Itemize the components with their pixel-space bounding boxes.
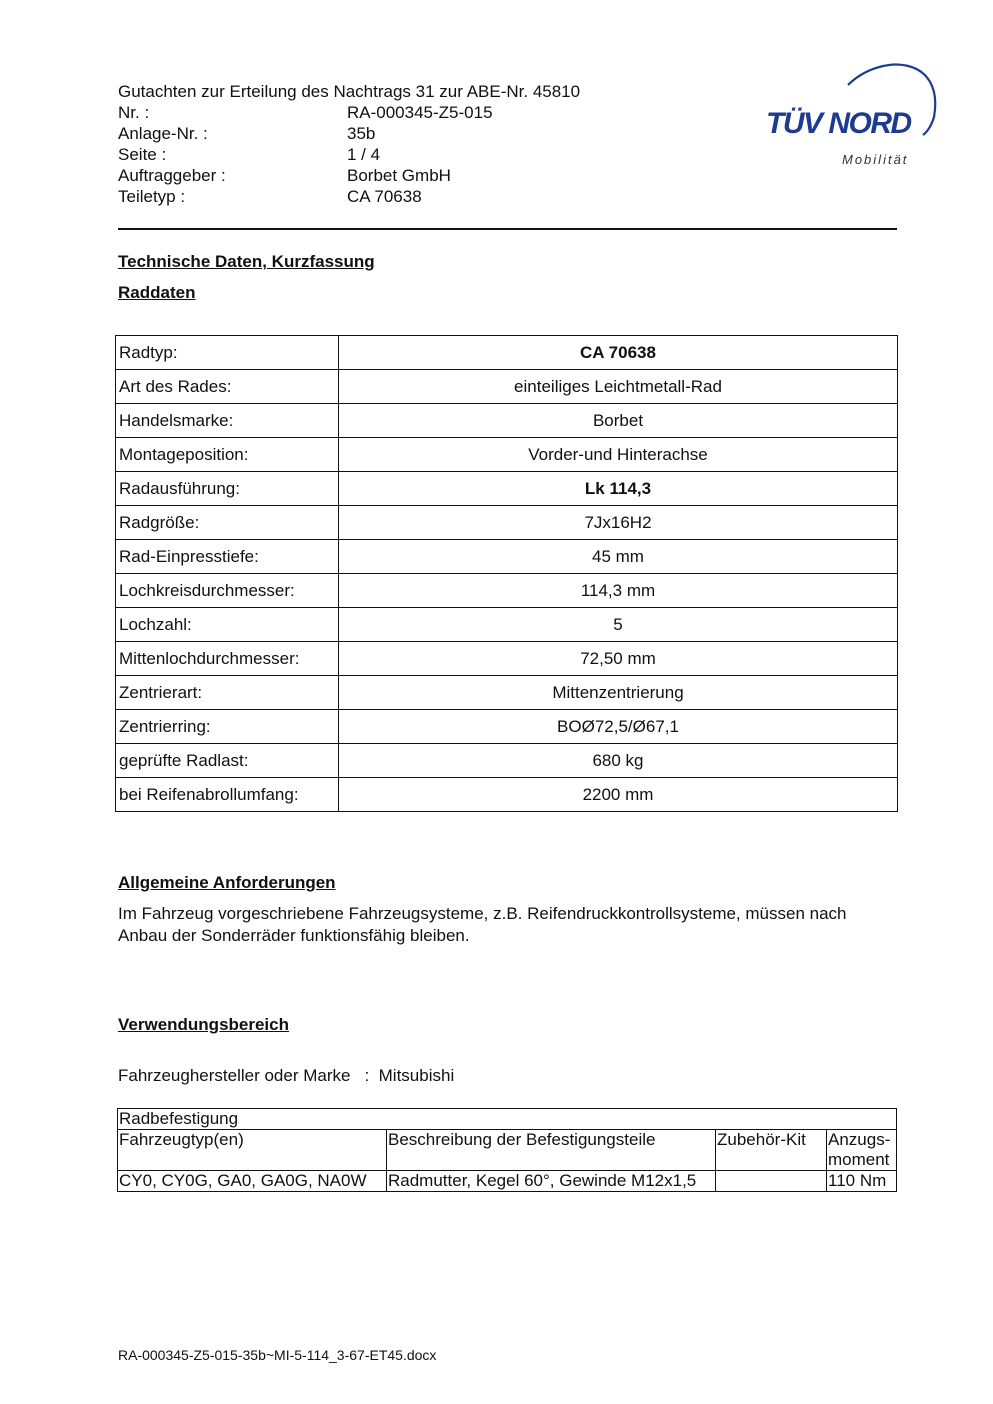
manufacturer-label: Fahrzeughersteller oder Marke [118,1066,351,1085]
column-header-vehicle-types: Fahrzeugtyp(en) [118,1130,387,1171]
header-divider [118,228,897,230]
tuev-nord-logo [760,55,940,175]
table-key: geprüfte Radlast: [116,744,339,778]
table-value: Mittenzentrierung [339,676,898,710]
header-value: 35b [347,124,376,143]
header-value: CA 70638 [347,187,422,206]
footer-filename: RA-000345-Z5-015-35b~MI-5-114_3-67-ET45.docx [118,1347,437,1363]
table-value: einteiliges Leichtmetall-Rad [339,370,898,404]
header-label: Auftraggeber : [118,166,226,185]
table-value: 2200 mm [339,778,898,812]
table-row [116,778,898,812]
table-row [116,710,898,744]
header-label: Seite : [118,145,167,164]
table-value: 45 mm [339,540,898,574]
table-row [116,438,898,472]
table-row [116,574,898,608]
manufacturer-line [118,1066,454,1086]
table-key: Zentrierart: [116,676,339,710]
table-value: CA 70638 [339,336,898,370]
table-caption-row [118,1109,897,1130]
table-row [116,744,898,778]
column-header-torque: Anzugs-moment [827,1130,897,1171]
table-row [116,370,898,404]
table-value: 72,50 mm [339,642,898,676]
mounting-table [117,1108,897,1192]
table-row [116,506,898,540]
header-label: Teiletyp : [118,187,186,206]
table-cell-torque: 110 Nm [827,1171,897,1192]
logo-brand-text: TÜV NORD [766,107,911,140]
table-key: Lochkreisdurchmesser: [116,574,339,608]
table-value: BOØ72,5/Ø67,1 [339,710,898,744]
wheel-data-table [115,335,898,812]
table-cell-vehicle-types: CY0, CY0G, GA0, GA0G, NA0W [118,1171,387,1192]
table-value: Borbet [339,404,898,438]
requirements-paragraph: Im Fahrzeug vorgeschriebene Fahrzeugsysteme, z.B. Reifendruckkontrollsysteme, müssen nach Anbau der Sonderräder funktionsfähig bleiben. [118,904,847,945]
section-heading-verwendung: Verwendungsbereich [118,1015,289,1034]
header-row-client [118,165,451,186]
column-header-kit: Zubehör-Kit [716,1130,827,1171]
table-value: Lk 114,3 [339,472,898,506]
manufacturer-value: Mitsubishi [378,1066,455,1085]
table-row [116,540,898,574]
table-cell-kit [716,1171,827,1192]
header-row-anlage [118,123,375,144]
table-row [116,608,898,642]
header-value: RA-000345-Z5-015 [347,103,493,122]
table-value: 5 [339,608,898,642]
section-heading-tech: Technische Daten, Kurzfassung [118,252,375,271]
table-key: Handelsmarke: [116,404,339,438]
table-key: Zentrierring: [116,710,339,744]
table-caption: Radbefestigung [118,1109,897,1130]
table-row [116,676,898,710]
section-heading-allgemein: Allgemeine Anforderungen [118,873,336,892]
column-header-description: Beschreibung der Befestigungsteile [387,1130,716,1171]
table-key: Montageposition: [116,438,339,472]
table-row [118,1171,897,1192]
header-value: Borbet GmbH [347,166,451,185]
section-heading-raddaten: Raddaten [118,283,196,302]
header-value: 1 / 4 [347,145,381,164]
table-row [116,472,898,506]
table-header-row [118,1130,897,1171]
header-row-number [118,102,493,123]
table-key: Rad-Einpresstiefe: [116,540,339,574]
table-value: 7Jx16H2 [339,506,898,540]
table-row [116,642,898,676]
logo-sub-text: Mobilität [842,152,909,167]
table-key: Radgröße: [116,506,339,540]
document-title: Gutachten zur Erteilung des Nachtrags 31 zur ABE-Nr. 45810 [118,82,581,101]
header-row-page [118,144,380,165]
table-row [116,404,898,438]
table-key: Radtyp: [116,336,339,370]
manufacturer-separator: : [364,1066,370,1085]
table-key: Mittenlochdurchmesser: [116,642,339,676]
header-label: Nr. : [118,103,150,122]
table-value: Vorder-und Hinterachse [339,438,898,472]
table-row [116,336,898,370]
table-value: 680 kg [339,744,898,778]
header-row-parttype [118,186,422,207]
table-key: bei Reifenabrollumfang: [116,778,339,812]
table-value: 114,3 mm [339,574,898,608]
table-key: Lochzahl: [116,608,339,642]
header-label: Anlage-Nr. : [118,124,208,143]
table-key: Radausführung: [116,472,339,506]
table-key: Art des Rades: [116,370,339,404]
table-cell-description: Radmutter, Kegel 60°, Gewinde M12x1,5 [387,1171,716,1192]
